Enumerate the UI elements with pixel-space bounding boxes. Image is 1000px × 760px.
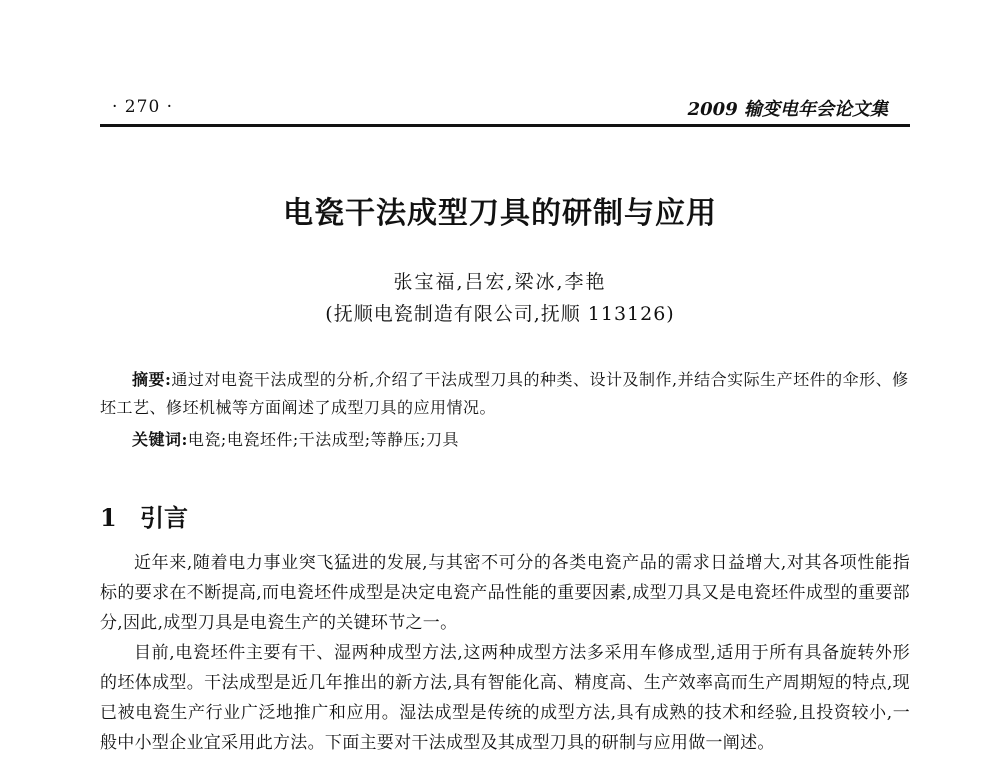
section-heading: [100, 498, 188, 533]
section-title: 引言: [140, 503, 188, 532]
keywords: [100, 426, 910, 454]
abstract: [100, 366, 910, 422]
paper-title: 电瓷干法成型刀具的研制与应用: [283, 196, 717, 231]
body-paragraph: 目前,电瓷坯件主要有干、湿两种成型方法,这两种成型方法多采用车修成型,适用于所有具备旋转外形的坯体成型。干法成型是近几年推出的新方法,具有智能化高、精度高、生产效率高而生产周期短的特点,现已被电瓷生产行业广泛地推广和应用。湿法成型是传统的成型方法,具有成熟的技术和经验,且投资较小,一般中小型企业宜采用此方法。下面主要对干法成型及其成型刀具的研制与应用做一阐述。: [100, 643, 910, 753]
authors: 张宝福,吕宏,梁冰,李艳: [393, 271, 607, 293]
journal-title: 2009 输变电年会论文集: [687, 99, 888, 120]
abstract-label: 摘要:: [132, 370, 172, 389]
page-number: · 270 ·: [112, 97, 174, 117]
body-paragraph: 近年来,随着电力事业突飞猛进的发展,与其密不可分的各类电瓷产品的需求日益增大,对其各项性能指标的要求在不断提高,而电瓷坯件成型是决定电瓷产品性能的重要因素,成型刀具又是电瓷坯件成型的重要部分,因此,成型刀具是电瓷生产的关键环节之一。: [100, 553, 910, 633]
keywords-text: 电瓷;电瓷坯件;干法成型;等静压;刀具: [187, 430, 459, 449]
keywords-label: 关键词:: [132, 430, 188, 449]
abstract-text: 通过对电瓷干法成型的分析,介绍了干法成型刀具的种类、设计及制作,并结合实际生产坯件的伞形、修坯工艺、修坯机械等方面阐述了成型刀具的应用情况。: [100, 370, 909, 417]
header-rule: [100, 124, 910, 127]
affiliation: (抚顺电瓷制造有限公司,抚顺 113126): [325, 303, 675, 325]
section-number: 1: [100, 503, 117, 532]
